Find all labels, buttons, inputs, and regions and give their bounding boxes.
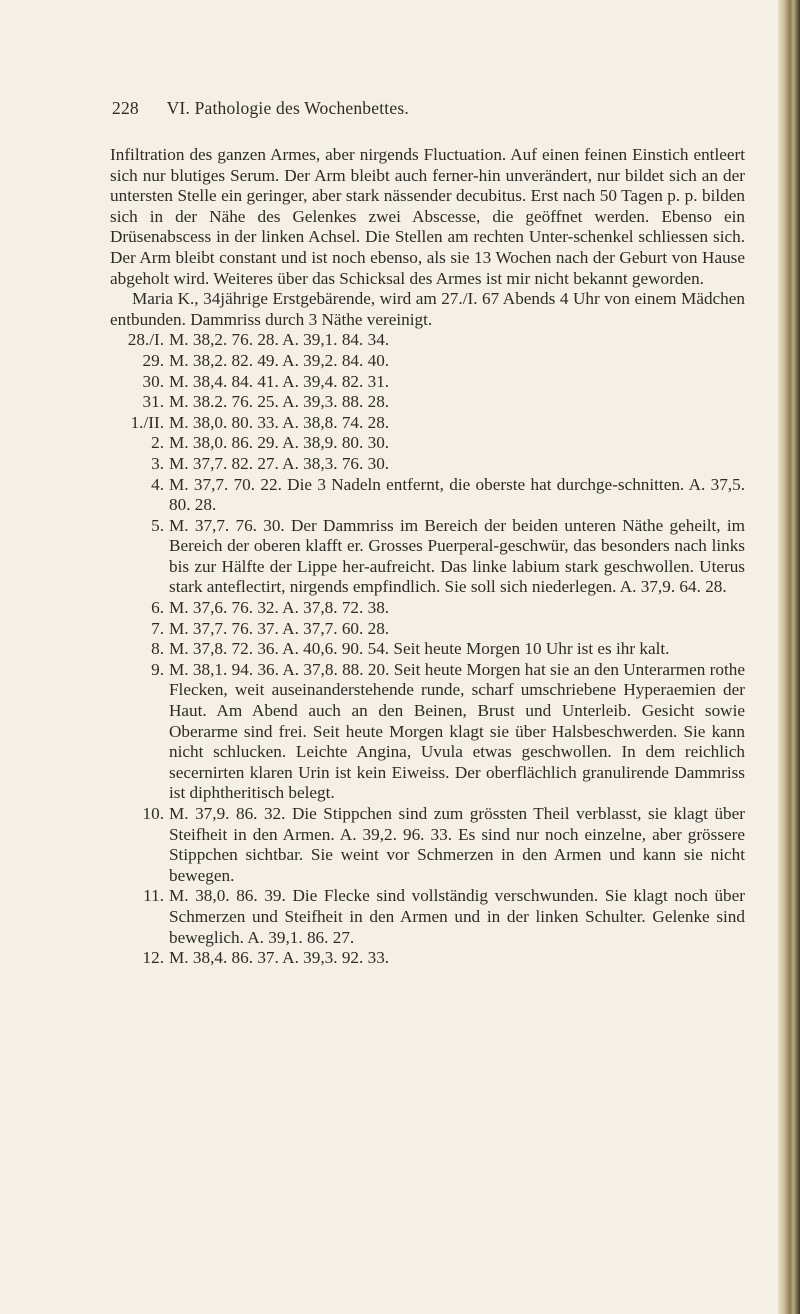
daily-record-entry (110, 886, 745, 948)
book-binding-edge (778, 0, 800, 1314)
record-date: 8. (151, 639, 164, 659)
record-date: 28./I. (127, 330, 164, 350)
record-date: 5. (151, 515, 164, 535)
daily-record-entry (110, 639, 745, 660)
record-date: 4. (151, 474, 164, 494)
record-date: 1./II. (130, 412, 164, 432)
daily-records-list (110, 330, 745, 968)
record-text: M. 38,1. 94. 36. A. 37,8. 88. 20. Seit heute Morgen hat sie an den Unterarmen rothe Flecken, weit auseinanderstehende runde, scharf umschriebene Hyperaemien der Haut. Am Abend auch an den Beinen, Brust und Unterleib. Gesicht sowie Oberarme sind frei. Seit heute Morgen klagt sie über Halsbeschwerden. Sie kann nicht schlucken. Leichte Angina, Uvula etwas geschwollen. In dem reichlich secernirten klaren Urin ist kein Eiweiss. Der oberflächlich granulirende Dammriss ist diphtheritisch belegt. (169, 659, 745, 803)
record-text: M. 38.2. 76. 25. A. 39,3. 88. 28. (169, 392, 390, 412)
daily-record-entry (110, 413, 745, 434)
running-title: VI. Pathologie des Wochenbettes. (166, 98, 409, 118)
record-text: M. 37,8. 72. 36. A. 40,6. 90. 54. Seit heute Morgen 10 Uhr ist es ihr kalt. (169, 639, 670, 659)
daily-record-entry (110, 351, 745, 372)
record-date: 30. (142, 371, 164, 391)
daily-record-entry (110, 619, 745, 640)
daily-record-entry (110, 372, 745, 393)
daily-record-entry (110, 598, 745, 619)
record-text: M. 37,7. 70. 22. Die 3 Nadeln entfernt, die oberste hat durchge-schnitten. A. 37,5. 80. 28. (169, 474, 745, 515)
daily-record-entry (110, 804, 745, 886)
record-date: 9. (151, 659, 164, 679)
running-header (112, 98, 409, 119)
record-date: 31. (142, 392, 164, 412)
case-intro-paragraph: Maria K., 34jährige Erstgebärende, wird am 27./I. 67 Abends 4 Uhr von einem Mädchen entbunden. Dammriss durch 3 Näthe vereinigt. (110, 289, 745, 329)
record-date: 12. (142, 948, 164, 968)
daily-record-entry (110, 475, 745, 516)
daily-record-entry (110, 433, 745, 454)
record-date: 3. (151, 453, 164, 473)
record-text: M. 37,7. 76. 30. Der Dammriss im Bereich der beiden unteren Näthe geheilt, im Bereich der oberen klafft er. Grosses Puerperal-geschwür, das besonders nach links bis zur Hälfte der Lippe her-aufreicht. Das linke labium stark geschwollen. Uterus stark anteflectirt, nirgends empfindlich. Sie soll sich niederlegen. A. 37,9. 64. 28. (169, 515, 745, 597)
daily-record-entry (110, 660, 745, 804)
page-body (110, 145, 745, 969)
record-date: 29. (142, 350, 164, 370)
record-text: M. 37,9. 86. 32. Die Stippchen sind zum grössten Theil verblasst, sie klagt über Steifheit in den Armen. A. 39,2. 96. 33. Es sind nur noch einzelne, aber grössere Stippchen sichtbar. Sie weint vor Schmerzen in den Armen und kann sie nicht bewegen. (169, 804, 745, 885)
daily-record-entry (110, 516, 745, 598)
record-date: 11. (143, 886, 164, 906)
record-date: 10. (142, 804, 164, 823)
record-text: M. 38,4. 86. 37. A. 39,3. 92. 33. (169, 948, 390, 968)
case-continuation-paragraph: Infiltration des ganzen Armes, aber nirgends Fluctuation. Auf einen feinen Einstich entleert sich nur blutiges Serum. Der Arm bleibt auch ferner-hin unverändert, nur bildet sich an der untersten Stelle ein geringer, aber stark nässender decubitus. Erst nach 50 Tagen p. p. bilden sich in der Nähe des Gelenkes zwei Abscesse, die geöffnet werden. Ebenso ein Drüsenabscess in der linken Achsel. Die Stellen am rechten Unter-schenkel schliessen sich. Der Arm bleibt constant und ist noch ebenso, als sie 13 Wochen nach der Geburt von Hause abgeholt wird. Weiteres über das Schicksal des Armes ist mir nicht bekannt geworden. (110, 145, 745, 288)
daily-record-entry (110, 330, 745, 351)
record-text: M. 38,0. 80. 33. A. 38,8. 74. 28. (169, 412, 390, 432)
page-number: 228 (112, 98, 139, 118)
record-text: M. 37,7. 82. 27. A. 38,3. 76. 30. (169, 453, 390, 473)
record-text: M. 37,6. 76. 32. A. 37,8. 72. 38. (169, 598, 390, 618)
record-date: 7. (151, 618, 164, 638)
daily-record-entry (110, 454, 745, 475)
record-text: M. 38,2. 82. 49. A. 39,2. 84. 40. (169, 350, 390, 370)
record-text: M. 37,7. 76. 37. A. 37,7. 60. 28. (169, 618, 390, 638)
record-date: 6. (151, 598, 164, 618)
record-text: M. 38,0. 86. 29. A. 38,9. 80. 30. (169, 433, 390, 453)
daily-record-entry (110, 392, 745, 413)
record-date: 2. (151, 433, 164, 453)
record-text: M. 38,4. 84. 41. A. 39,4. 82. 31. (169, 371, 390, 391)
daily-record-entry (110, 948, 745, 969)
record-text: M. 38,2. 76. 28. A. 39,1. 84. 34. (169, 330, 390, 350)
record-text: M. 38,0. 86. 39. Die Flecke sind vollständig verschwunden. Sie klagt noch über Schmerzen und Steifheit in den Armen und in der linken Schulter. Gelenke sind beweglich. A. 39,1. 86. 27. (169, 886, 745, 947)
